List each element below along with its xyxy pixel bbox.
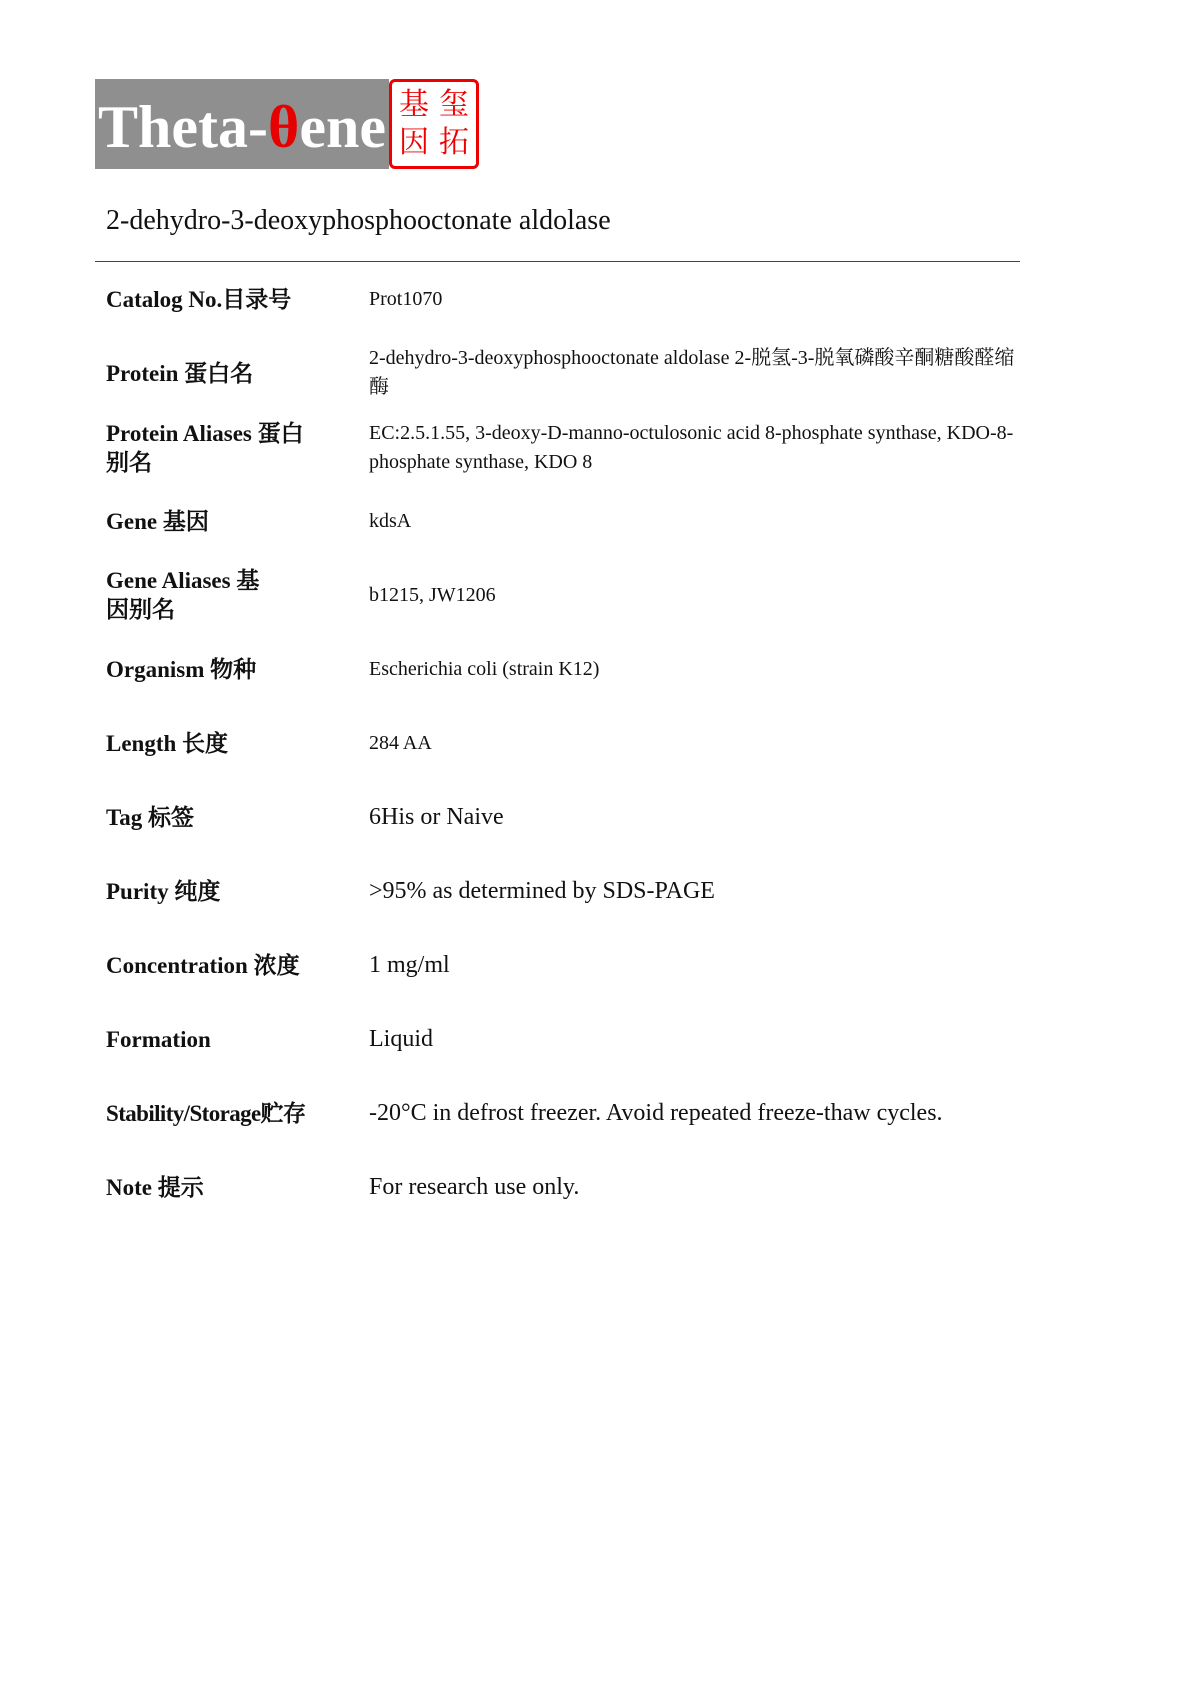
spec-label: Organism 物种 <box>106 657 257 682</box>
spec-row-organism <box>106 655 1026 684</box>
spec-label: Protein 蛋白名 <box>106 360 254 386</box>
logo-wordmark <box>95 79 389 169</box>
spec-value: kdsA <box>369 510 412 532</box>
spec-label: Gene Aliases 基因别名 <box>106 568 260 622</box>
document-title: 2-dehydro-3-deoxyphosphooctonate aldolase <box>106 205 611 236</box>
stamp-char: 因 <box>399 125 429 160</box>
spec-row-gene <box>106 507 1026 536</box>
spec-value: 1 mg/ml <box>369 952 450 978</box>
stamp-char: 玺 <box>439 87 469 122</box>
spec-row-protein-aliases <box>106 419 1026 477</box>
spec-label: Length 长度 <box>106 731 229 756</box>
spec-row-concentration <box>106 951 1026 980</box>
spec-row-catalog <box>106 285 1026 314</box>
stamp-char: 拓 <box>439 125 469 160</box>
spec-value: Escherichia coli (strain K12) <box>369 658 600 680</box>
spec-row-protein <box>106 344 1026 402</box>
stamp-char: 基 <box>399 87 429 122</box>
spec-value: >95% as determined by SDS-PAGE <box>369 878 715 904</box>
spec-value: 6His or Naive <box>369 804 504 830</box>
spec-label: Note 提示 <box>106 1175 204 1200</box>
spec-value: -20°C in defrost freezer. Avoid repeated freeze-thaw cycles. <box>369 1100 943 1126</box>
spec-label: Purity 纯度 <box>106 879 221 904</box>
spec-label: Stability/Storage贮存 <box>106 1101 306 1126</box>
spec-label: Formation <box>106 1027 211 1052</box>
spec-label: Tag 标签 <box>106 805 194 830</box>
spec-value: EC:2.5.1.55, 3-deoxy-D-manno-octulosonic acid 8-phosphate synthase, KDO-8-phosphate synthase, KDO 8 <box>369 422 1014 473</box>
spec-value: 284 AA <box>369 732 432 754</box>
title-divider <box>95 261 1020 262</box>
logo-text-before: Theta- <box>98 93 268 160</box>
spec-value: b1215, JW1206 <box>369 583 496 606</box>
spec-row-formation <box>106 1025 1026 1054</box>
spec-label: Concentration 浓度 <box>106 953 300 978</box>
spec-row-gene-aliases <box>106 566 1026 624</box>
spec-value: For research use only. <box>369 1174 580 1200</box>
spec-row-storage <box>106 1099 1026 1128</box>
spec-row-purity <box>106 877 1026 906</box>
company-logo <box>95 79 479 169</box>
spec-row-note <box>106 1173 1026 1202</box>
spec-label: Catalog No.目录号 <box>106 287 292 312</box>
spec-label: Gene 基因 <box>106 509 209 534</box>
spec-value: Liquid <box>369 1026 433 1052</box>
spec-label: Protein Aliases 蛋白别名 <box>106 421 304 475</box>
logo-text-after: ene <box>299 93 386 160</box>
spec-value: 2-dehydro-3-deoxyphosphooctonate aldolase 2-脱氢-3-脱氧磷酸辛酮糖酸醛缩酶 <box>369 347 1015 398</box>
spec-row-tag <box>106 803 1026 832</box>
logo-seal-stamp <box>389 79 479 169</box>
spec-value: Prot1070 <box>369 288 443 310</box>
spec-row-length <box>106 729 1026 758</box>
logo-theta-glyph: θ <box>268 93 300 160</box>
